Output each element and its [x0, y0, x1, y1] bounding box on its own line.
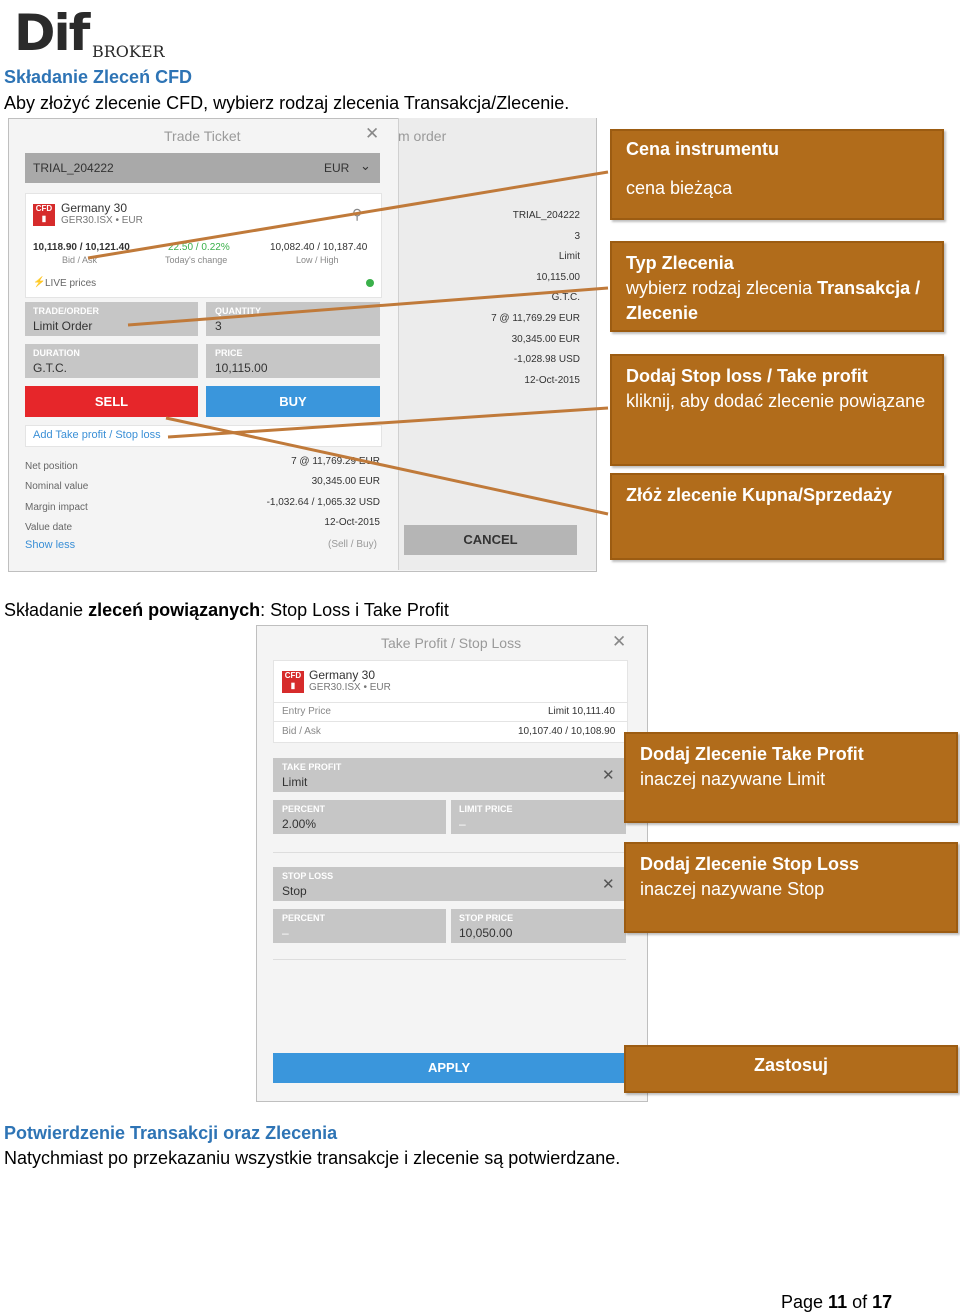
callout-apply: [624, 1045, 958, 1093]
callout-title: Dodaj Stop loss / Take profit: [626, 366, 868, 386]
entry-price-value: Limit 10,111.40: [548, 706, 615, 717]
section2-bold: zleceń powiązanych: [88, 600, 261, 620]
behind-value: 3: [574, 230, 580, 242]
behind-value: TRIAL_204222: [512, 210, 580, 221]
bid-ask-value: 10,107.40 / 10,108.90: [518, 726, 616, 737]
logo-dif: Dif: [14, 4, 89, 62]
behind-value: Limit: [558, 251, 580, 263]
sell-buy-label: (Sell / Buy): [328, 539, 377, 550]
account-currency: EUR: [324, 161, 350, 175]
page-number: [781, 1292, 892, 1313]
callout-title: Dodaj Zlecenie Take Profit: [640, 744, 864, 764]
page-of: of: [847, 1292, 873, 1312]
limit-price-label: LIMIT PRICE: [459, 804, 513, 814]
callout-title: Zastosuj: [753, 1055, 828, 1075]
page-label: Page: [781, 1292, 829, 1312]
close-icon[interactable]: ✕: [612, 632, 627, 651]
trade-order-label: TRADE/ORDER: [33, 306, 100, 316]
remove-stop-loss-icon[interactable]: ✕: [602, 876, 615, 893]
quantity-label: QUANTITY: [215, 306, 261, 316]
connector-place-order: [166, 418, 608, 514]
callout-text-plain: wybierz rodzaj zlecenia: [626, 278, 818, 298]
search-icon[interactable]: ⚲: [352, 206, 363, 222]
stop-price-value: 10,050.00: [459, 926, 513, 940]
cancel-button[interactable]: CANCEL: [404, 525, 577, 555]
callout-text: cena bieżąca: [626, 178, 733, 198]
page-current: 11: [828, 1292, 848, 1312]
divider: [273, 959, 626, 960]
instrument-code: GER30.ISX • EUR: [309, 682, 391, 693]
duration-value: G.T.C.: [33, 361, 68, 375]
take-profit-value: Limit: [282, 775, 308, 789]
close-icon[interactable]: ✕: [365, 124, 380, 143]
cfd-icon: CFD ▮: [282, 671, 304, 693]
change-value: 22.50 / 0.22%: [168, 242, 230, 253]
callout-title: Cena instrumentu: [626, 139, 780, 159]
behind-value: 12-Oct-2015: [524, 374, 580, 386]
instrument-name: Germany 30: [61, 201, 128, 215]
callout-text-bold: Transakcja / Zlecenie: [626, 278, 921, 323]
section-heading-linked-orders: [4, 600, 449, 621]
callout-text: inaczej nazywane Limit: [640, 769, 826, 789]
summary-label: Net position: [25, 461, 78, 472]
low-high-label: Low / High: [296, 255, 339, 265]
divider: [273, 852, 626, 853]
entry-price-label: Entry Price: [282, 706, 331, 717]
bid-ask-label: Bid / Ask: [62, 255, 98, 265]
trade-order-value: Limit Order: [33, 319, 93, 333]
behind-value: 10,115.00: [536, 271, 580, 283]
summary-label: Margin impact: [25, 501, 88, 513]
behind-panel-title: m order: [398, 128, 447, 144]
sl-percent-value: –: [282, 926, 289, 940]
low-high-value: 10,082.40 / 10,187.40: [270, 242, 368, 253]
stop-loss-label: STOP LOSS: [282, 871, 334, 881]
tp-percent-value: 2.00%: [282, 817, 317, 831]
section-confirmation-text: Natychmiast po przekazaniu wszystkie transakcje i zlecenie są potwierdzane.: [4, 1148, 621, 1168]
change-label: Today's change: [165, 255, 228, 265]
page-total: 17: [872, 1292, 893, 1312]
callout-title: Dodaj Zlecenie Stop Loss: [640, 854, 860, 874]
instrument-code: GER30.ISX • EUR: [61, 215, 143, 226]
duration-label: DURATION: [33, 348, 80, 358]
summary-value: 12-Oct-2015: [324, 517, 380, 529]
sl-percent-label: PERCENT: [282, 913, 326, 923]
behind-value: G.T.C.: [551, 292, 580, 304]
account-id: TRIAL_204222: [33, 161, 114, 175]
lightning-icon: ⚡: [33, 277, 46, 288]
live-prices-label: LIVE prices: [45, 278, 97, 289]
limit-price-value: –: [459, 817, 466, 831]
behind-value: -1,028.98 USD: [513, 354, 580, 366]
behind-value: 7 @ 11,769.29 EUR: [491, 312, 580, 324]
tp-percent-label: PERCENT: [282, 804, 326, 814]
show-less-link[interactable]: Show less: [25, 539, 76, 551]
behind-value: 30,345.00 EUR: [511, 333, 580, 345]
connector-order-type: [128, 288, 608, 325]
summary-value: 7 @ 11,769.29 EUR: [291, 456, 380, 467]
callout-title: Typ Zlecenia: [626, 253, 734, 273]
summary-value: -1,032.64 / 1,065.32 USD: [266, 496, 380, 508]
section-heading-confirmation: Potwierdzenie Transakcji oraz Zlecenia: [4, 1123, 338, 1143]
summary-value: 30,345.00 EUR: [311, 476, 380, 488]
connector-price: [88, 172, 608, 258]
section-intro: Aby złożyć zlecenie CFD, wybierz rodzaj zlecenia Transakcja/Zlecenie.: [4, 93, 570, 113]
stop-price-label: STOP PRICE: [459, 913, 514, 923]
tp-sl-title: Take Profit / Stop Loss: [381, 635, 522, 651]
stop-loss-value: Stop: [282, 884, 307, 898]
callout-text: inaczej nazywane Stop: [640, 879, 825, 899]
add-tp-sl-link[interactable]: Add Take profit / Stop loss: [33, 429, 161, 441]
remove-take-profit-icon[interactable]: ✕: [602, 767, 615, 784]
bid-ask-label: Bid / Ask: [282, 726, 321, 737]
callout-stop-loss: [624, 842, 958, 933]
chevron-down-icon: ⌄: [360, 158, 371, 173]
apply-button[interactable]: APPLY: [273, 1053, 626, 1083]
cfd-icon: CFD ▮: [33, 204, 55, 226]
summary-label: Value date: [25, 522, 73, 534]
section-heading-orders: Składanie Zleceń CFD: [4, 67, 193, 87]
callout-take-profit: [624, 732, 958, 823]
price-label: PRICE: [215, 348, 243, 358]
callout-text: kliknij, aby dodać zlecenie powiązane: [626, 391, 926, 411]
callout-title: Złóż zlecenie Kupna/Sprzedaży: [626, 485, 893, 505]
price-value: 10,115.00: [215, 361, 268, 375]
summary-label: Nominal value: [25, 481, 89, 493]
logo-broker: BROKER: [92, 42, 165, 61]
section2-suffix: : Stop Loss i Take Profit: [260, 600, 449, 620]
take-profit-label: TAKE PROFIT: [282, 762, 342, 772]
buy-button[interactable]: BUY: [206, 386, 380, 417]
instrument-name: Germany 30: [309, 668, 376, 682]
quantity-value: 3: [215, 319, 222, 333]
section2-prefix: Składanie: [4, 600, 89, 620]
sell-button[interactable]: SELL: [25, 386, 198, 417]
bid-ask-value: 10,118.90 / 10,121.40: [33, 242, 130, 253]
ticket-title: Trade Ticket: [164, 128, 241, 144]
